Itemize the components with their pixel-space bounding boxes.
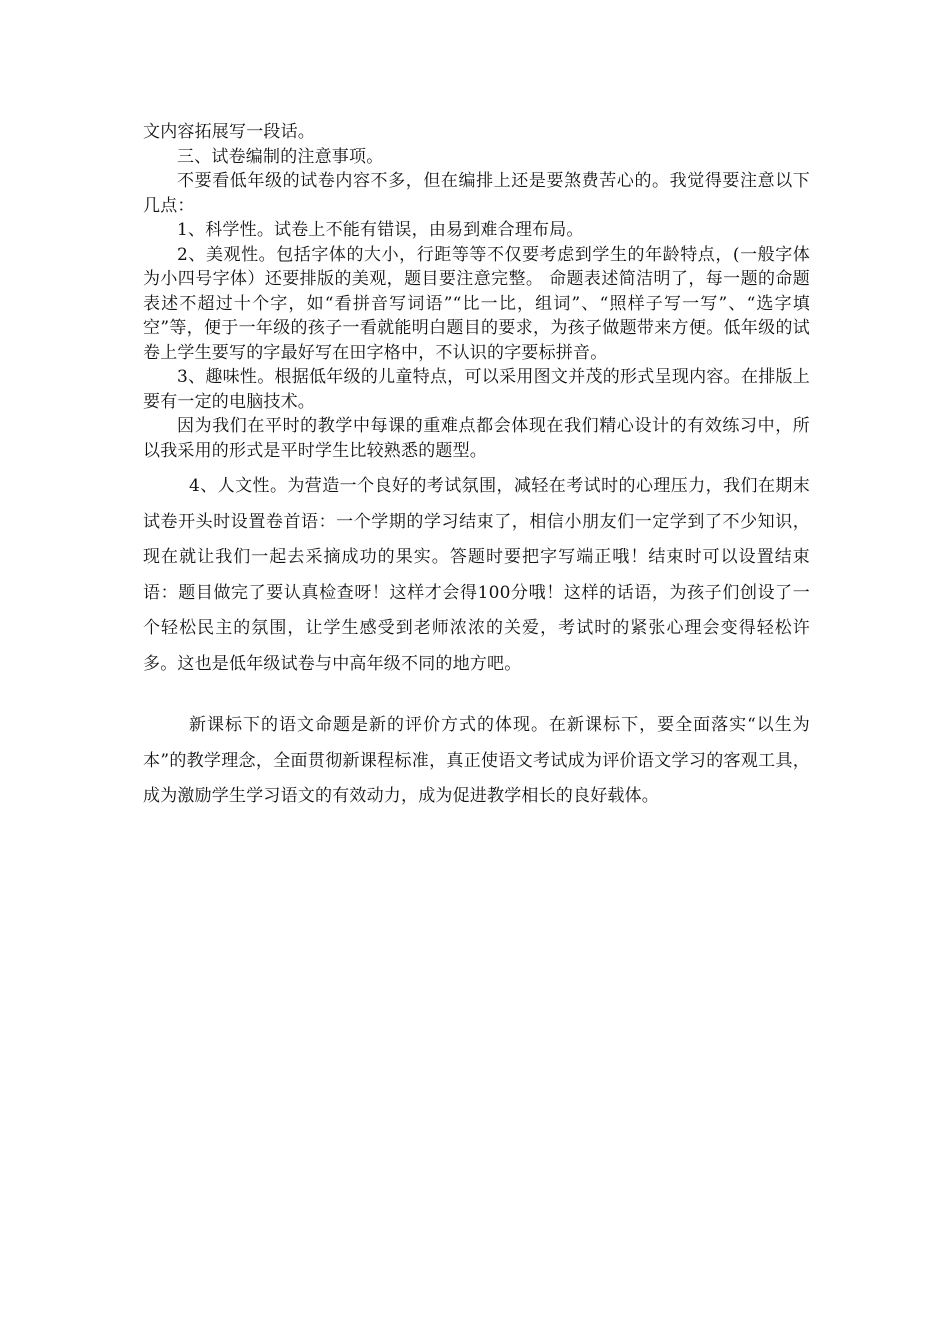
point-scientific: 1、科学性。试卷上不能有错误，由易到难合理布局。 [177, 220, 584, 240]
continued-line: 文内容拓展写一段话。 [143, 122, 315, 142]
point-humanistic: 4、人文性。为营造一个良好的考试氛围，减轻在考试时的心理压力，我们在期末试卷开头时设置卷首语：一个学期的学习结束了，相信小朋友们一定学到了不少知识，现在就让我们一起去采摘成功的果实。答题时要把字写端正哦！结束时可以设置结束语：题目做完了要认真检查呀！这样才会得100分哦！这样的话语，为孩子们创设了一个轻松民主的氛围，让学生感受到老师浓浓的关爱，考试时的紧张心理会变得轻松许多。这也是低年级试卷与中高年级不同的地方吧。 [143, 476, 810, 674]
conclusion-section [143, 708, 810, 815]
document-page [143, 120, 810, 815]
intro-paragraph: 不要看低年级的试卷内容不多，但在编排上还是要煞费苦心的。我觉得要注意以下几点： [143, 171, 810, 216]
point-aesthetic: 2、美观性。包括字体的大小，行距等等不仅要考虑到学生的年龄特点，(一般字体为小四号字体）还要排版的美观，题目要注意完整。 命题表述简洁明了，每一题的命题表述不超过十个字，如“看拼音写词语”“比一比，组词”、“照样子写一写”、“选字填空”等，便于一年级的孩子一看就能明白题目的要求，为孩子做题带来方便。低年级的试卷上学生要写的字最好写在田字格中，不认识的字要标拼音。 [143, 244, 810, 363]
exam-notes-section [143, 120, 810, 463]
humanistic-section [143, 469, 810, 682]
conclusion-paragraph: 新课标下的语文命题是新的评价方式的体现。在新课标下，要全面落实“以生为本”的教学理念，全面贯彻新课程标准，真正使语文考试成为评价语文学习的客观工具，成为激励学生学习语文的有效动力，成为促进教学相长的良好载体。 [143, 715, 810, 806]
section-heading: 三、试卷编制的注意事项。 [177, 146, 384, 167]
point-interest: 3、趣味性。根据低年级的儿童特点，可以采用图文并茂的形式呈现内容。在排版上要有一定的电脑技术。 [143, 367, 810, 412]
practice-paragraph: 因为我们在平时的教学中每课的重难点都会体现在我们精心设计的有效练习中，所以我采用的形式是平时学生比较熟悉的题型。 [143, 416, 810, 461]
